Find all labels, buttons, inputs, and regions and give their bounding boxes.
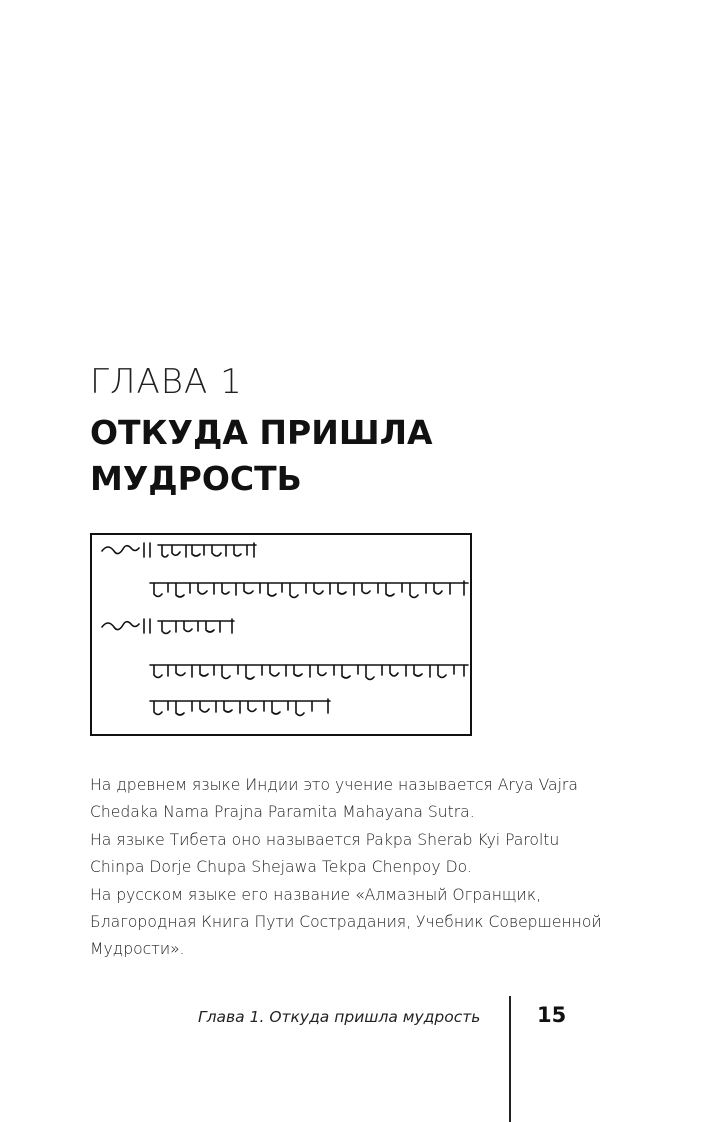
tibetan-line-3 [158,619,234,634]
page-number: 15 [537,1003,567,1027]
yig-mgo-ornament-2 [102,619,150,633]
tibetan-line-2 [150,581,468,598]
paragraph-tibetan-name: На языке Тибета оно называется Pakpa Sherab Kyi Paroltu Chinpa Dorje Chupa Shejawa Tekpa Chenpoy Do. [90,830,560,877]
tibetan-title-box [90,533,472,736]
tibetan-script-image [92,535,469,733]
body-text [90,772,610,964]
running-footer-title: Глава 1. Откуда пришла мудрость [198,1008,481,1026]
footer-divider [509,996,511,1122]
tibetan-line-1 [158,543,256,557]
paragraph-russian-name: На русском языке его название «Алмазный Огранщик, Благородная Книга Пути Сострадания, Учебник Совершенной Мудрости». [90,885,602,959]
chapter-title: ОТКУДА ПРИШЛА МУДРОСТЬ [90,413,433,498]
tibetan-line-5 [150,699,330,716]
tibetan-line-4 [150,665,468,680]
paragraph-sanskrit-name: На древнем языке Индии это учение называется Arya Vajra Chedaka Nama Prajna Paramita Mahayana Sutra. [90,776,578,822]
chapter-label: ГЛАВА 1 [90,362,243,402]
yig-mgo-ornament-1 [102,543,150,557]
